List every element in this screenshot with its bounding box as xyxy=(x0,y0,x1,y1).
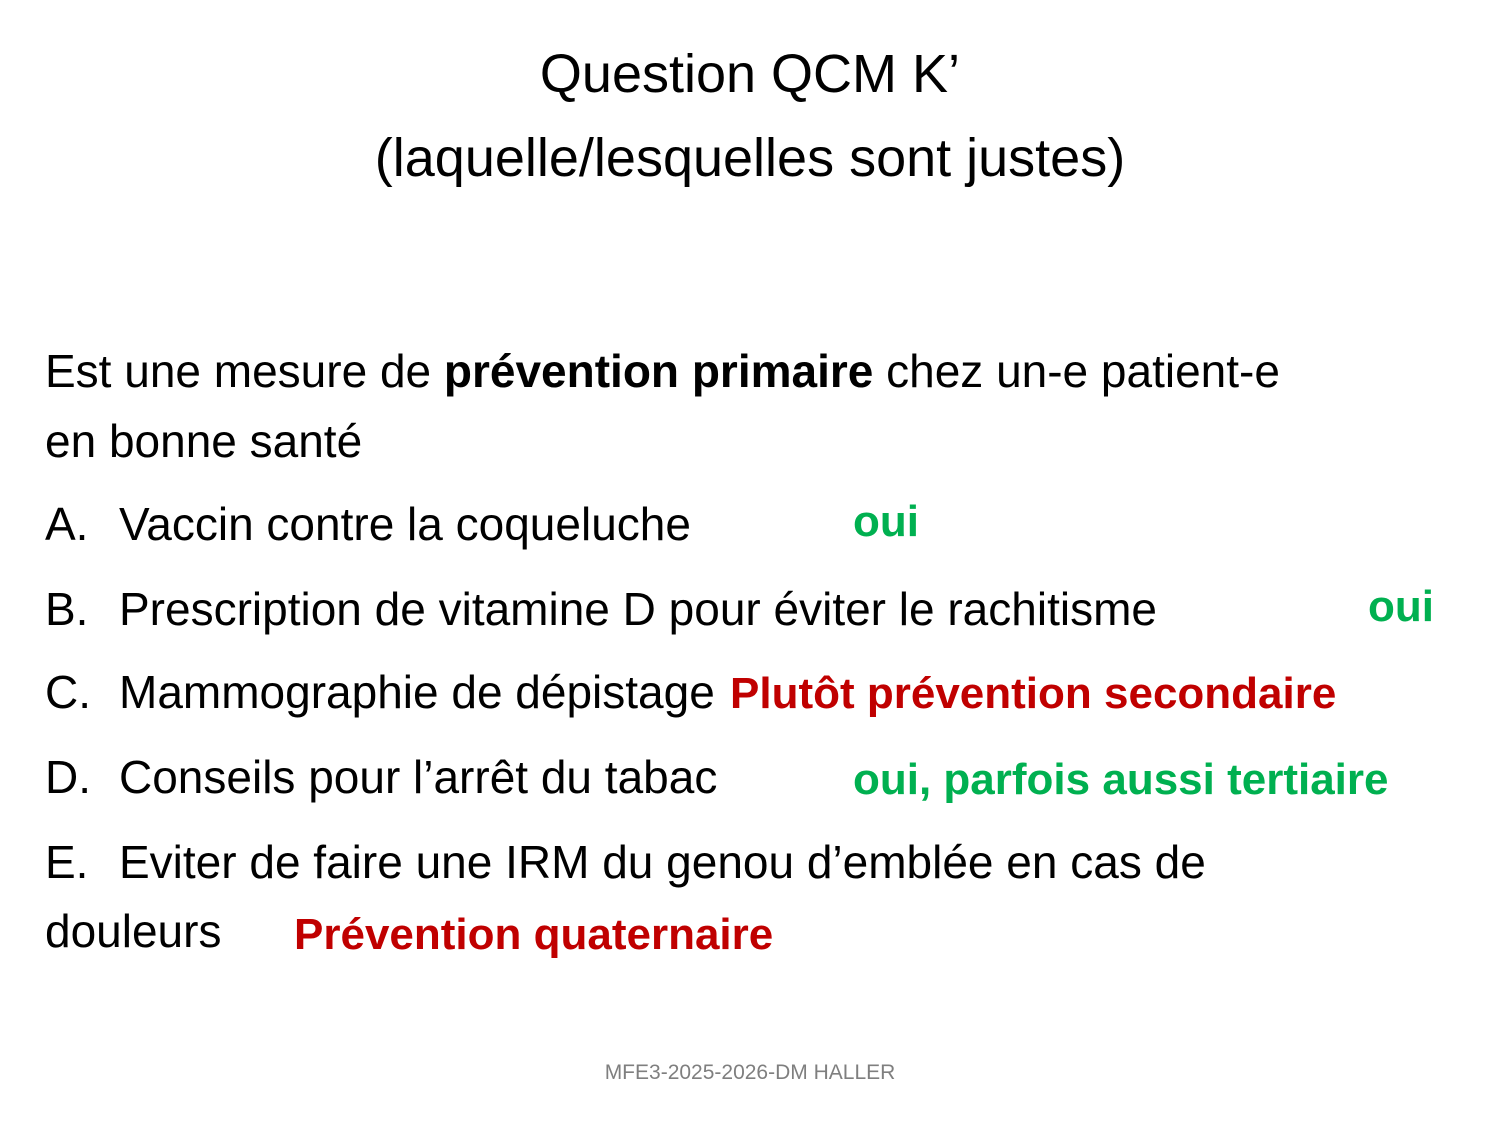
item-a-letter: A. xyxy=(45,498,89,550)
item-e-text: Eviter de faire une IRM du genou d’emblée en cas de xyxy=(119,836,1206,888)
item-b xyxy=(45,583,1157,635)
answer-b: oui xyxy=(1368,582,1434,631)
item-c-text: Mammographie de dépistage xyxy=(119,666,715,718)
slide-title-line-2: (laquelle/lesquelles sont justes) xyxy=(374,128,1126,188)
answer-a: oui xyxy=(853,497,919,546)
answer-c: Plutôt prévention secondaire xyxy=(720,672,1336,716)
answer-e: Prévention quaternaire xyxy=(294,910,774,959)
item-b-text: Prescription de vitamine D pour éviter le rachitisme xyxy=(119,583,1157,635)
question-line-1 xyxy=(45,345,1280,397)
footer-text: MFE3-2025-2026-DM HALLER xyxy=(604,1061,896,1084)
item-e-letter: E. xyxy=(45,836,89,888)
item-e xyxy=(45,836,1206,888)
item-a-text: Vaccin contre la coqueluche xyxy=(119,498,691,550)
answer-d: oui, parfois aussi tertiaire xyxy=(853,755,1389,804)
item-d-text: Conseils pour l’arrêt du tabac xyxy=(119,751,718,803)
item-c xyxy=(45,666,715,718)
item-e-text-line-2: douleurs xyxy=(45,905,222,957)
item-d xyxy=(45,751,718,803)
item-b-letter: B. xyxy=(45,583,89,635)
slide-title-line-1: Question QCM K’ xyxy=(539,44,961,104)
question-line-2: en bonne santé xyxy=(45,415,363,467)
item-c-letter: C. xyxy=(45,666,91,718)
question-prefix: Est une mesure de xyxy=(45,345,444,397)
item-d-letter: D. xyxy=(45,751,91,803)
item-a xyxy=(45,498,691,550)
question-suffix: chez un-e patient-e xyxy=(873,345,1280,397)
question-emphasis: prévention primaire xyxy=(443,345,874,397)
